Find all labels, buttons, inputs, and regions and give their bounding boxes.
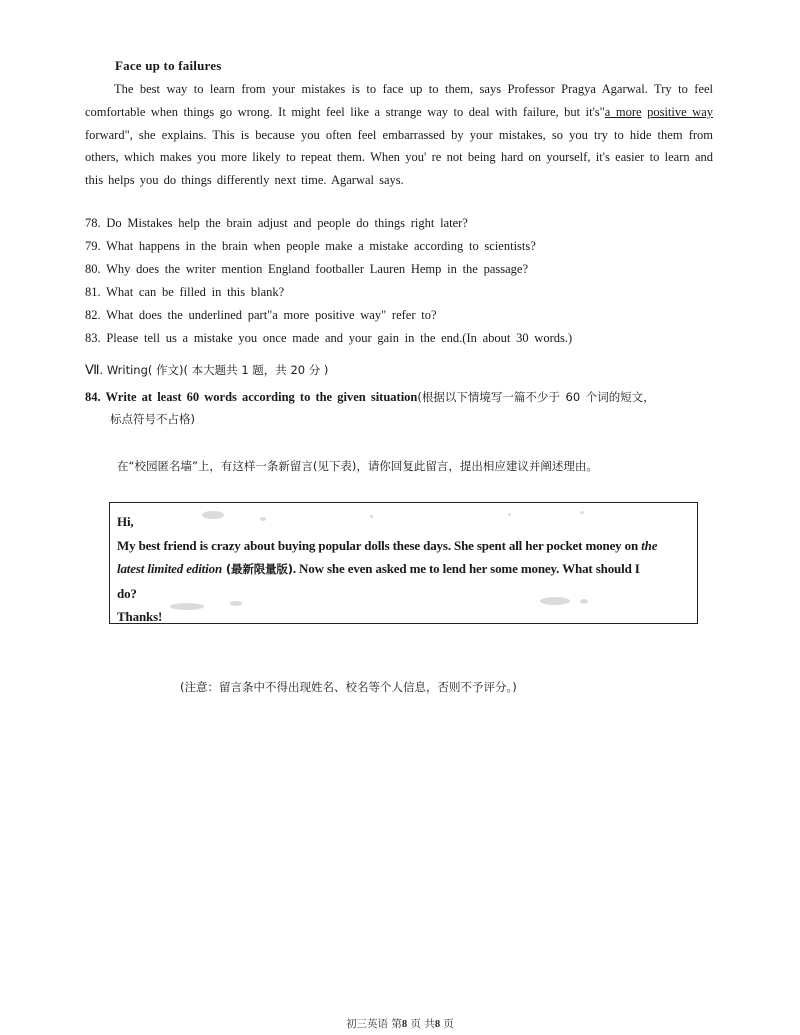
scan-speckle [170,603,204,610]
question-79: 79. What happens in the brain when people make a mistake according to scientists? [85,239,536,253]
scan-speckle [508,513,511,516]
question-list [85,212,725,350]
message-line-1 [117,534,689,558]
writing-heading-text: Writing( 作文)( 本大题共 1 题，共 20 分 ) [103,363,329,377]
message-greeting: Hi, [117,514,134,529]
passage-line-1: The best way to learn from your mistakes is to face up to them, says Professor Pragya Agarwal. Try to [114,82,688,96]
passage-line-5: yourself, it's easier to learn and this helps you do things differently next time. Agarwal says. [85,150,714,188]
anonymous-message-box [109,502,698,624]
footer-prefix: 初三英语 第 [346,1018,402,1030]
scan-speckle [580,599,588,604]
question-83: 83. Please tell us a mistake you once made and your gain in the end.(In about 30 words.) [85,331,573,345]
notice-text: (注意：留言条中不得出现姓名、校名等个人信息，否则不予评分。) [180,680,517,694]
scan-speckle [370,515,373,518]
question-80: 80. Why does the writer mention England footballer Lauren Hemp in the passage? [85,262,528,276]
footer-middle: 页 共 [407,1018,435,1030]
task-chinese: (根据以下情境写一篇不少于 60 个词的短文， [417,390,655,404]
scan-speckle [202,511,224,519]
question-81: 81. What can be filled in this blank? [85,285,285,299]
writing-section-heading [85,362,328,378]
message-closing: Thanks! [117,609,163,624]
passage-line-4: to hide them from others, which makes you more likely to repeat them. When you' re not being hard on [85,127,713,165]
passage-text [85,78,713,192]
question-82: 82. What does the underlined part"a more positive way" refer to? [85,308,437,322]
message-line-2 [117,557,689,582]
message-line-1-italic: the [641,537,658,553]
page-footer [0,1016,800,1031]
scenario-instruction: 在“校园匿名墙”上，有这样一条新留言(见下表)，请你回复此留言，提出相应建议并阐述理由。 [117,459,598,473]
scan-speckle [580,511,584,514]
message-line-2-chinese: (最新限量版) [222,562,293,576]
underlined-phrase-part-2: positive way [647,104,714,119]
scan-speckle [230,601,242,606]
passage-line-2: feel comfortable when things go wrong. It might feel like a strange way to deal with failure, but it's" [85,82,714,119]
message-line-1-text: My best friend is crazy about buying popular dolls these days. She spent all her pocket money on [117,537,642,553]
scan-speckle [260,517,266,521]
task-english: 84. Write at least 60 words according to the given situation [85,390,418,404]
passage-title: Face up to failures [115,58,222,73]
scan-speckle [540,597,570,605]
question-78: 78. Do Mistakes help the brain adjust and people do things right later? [85,216,468,230]
section-number: Ⅶ. [85,362,104,377]
footer-page-number: 8 [401,1019,408,1030]
footer-suffix: 页 [440,1018,454,1030]
message-line-2-italic: latest limited edition [117,561,223,576]
footer-total-pages: 8 [434,1019,441,1030]
message-line-3: do? [117,585,137,601]
writing-task [85,386,725,430]
task-line-2: 标点符号不占格) [110,412,195,426]
passage-line-3: forward", she explains. This is because you often feel embarrassed by your mistakes, so you try [85,127,608,142]
message-line-2-text: . Now she even asked me to lend her some money. What should I [292,561,640,576]
underlined-phrase-part-1: a more [604,104,642,119]
task-line-1 [85,386,725,408]
